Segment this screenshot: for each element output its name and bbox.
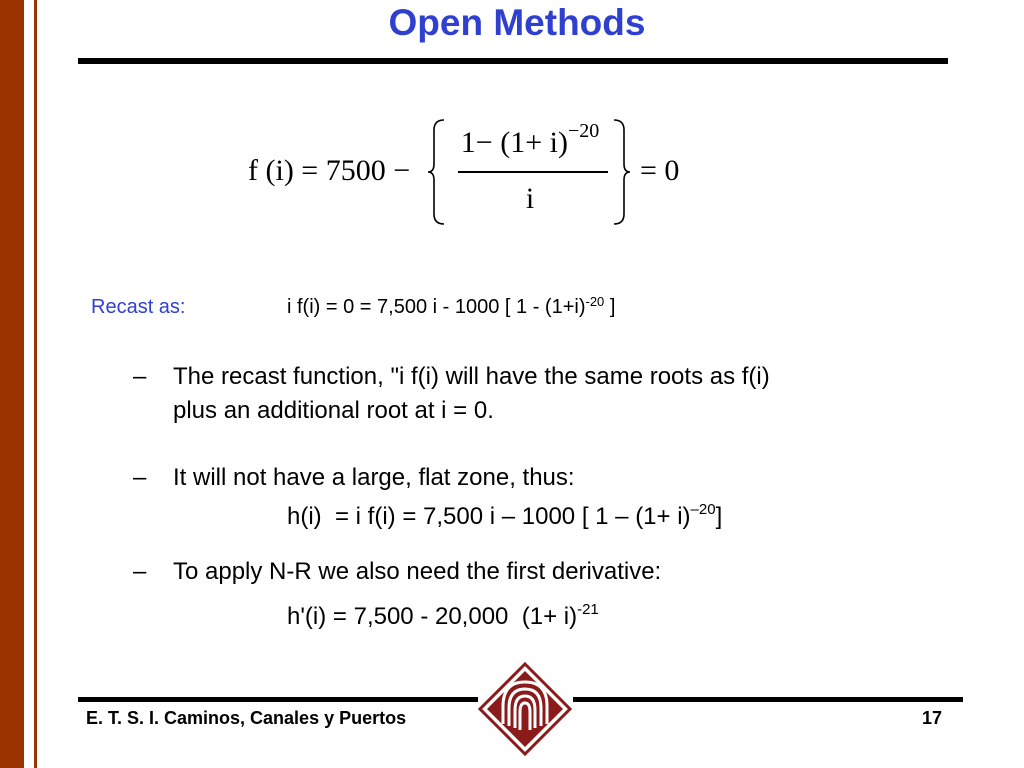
bullet-dash: – [133,558,147,585]
page-number: 17 [922,708,943,728]
recast-equation: i f(i) = 0 = 7,500 i - 1000 [ $1 - (1+i)^{-20}$ ] [287,294,616,318]
slide-title: Open Methods [388,2,646,43]
h-exponent: –20 [690,501,716,518]
bullet-text: To apply N-R we also need the first derivative: [173,558,662,585]
h-function-equation: h(i) = i f(i) = 7,500 i – 1000 [ $1 - (1+ i)^{-20}$] [287,501,723,530]
recast-exponent: -20 [585,294,605,309]
main-equation [248,118,708,228]
equation-rhs: = 0 [640,154,680,187]
fraction-bar [458,171,608,173]
equation-lhs: f (i) = 7500 − [248,154,411,187]
left-accent-bar [0,0,24,768]
bullet-text: The recast function, "i f(i) will have the same roots as f(i) plus an additional root at i = 0. [173,363,770,424]
recast-label: Recast as: [91,296,186,318]
footer-divider-left [78,697,478,702]
footer-institution: E. T. S. I. Caminos, Canales y Puertos [86,708,407,728]
left-brace [426,118,448,226]
derivative-equation: h'(i) = 7,500 - 20,000 $(1+ i)^{-21}$ [287,601,599,630]
bullet-dash: – [133,363,147,390]
derivative-exponent: -21 [577,601,599,618]
equation-denominator: i [525,182,535,215]
footer-divider-right [573,697,963,702]
title-divider [78,58,948,64]
left-accent-line [34,0,37,768]
numerator-exponent: −20 [567,120,600,142]
right-brace [610,118,632,226]
bullet-text: It will not have a large, flat zone, thus: [173,464,575,491]
university-logo-icon [478,662,572,756]
bullet-dash: – [133,464,147,491]
equation-numerator: $1- (1+ i)^{-20}$ [460,120,600,159]
